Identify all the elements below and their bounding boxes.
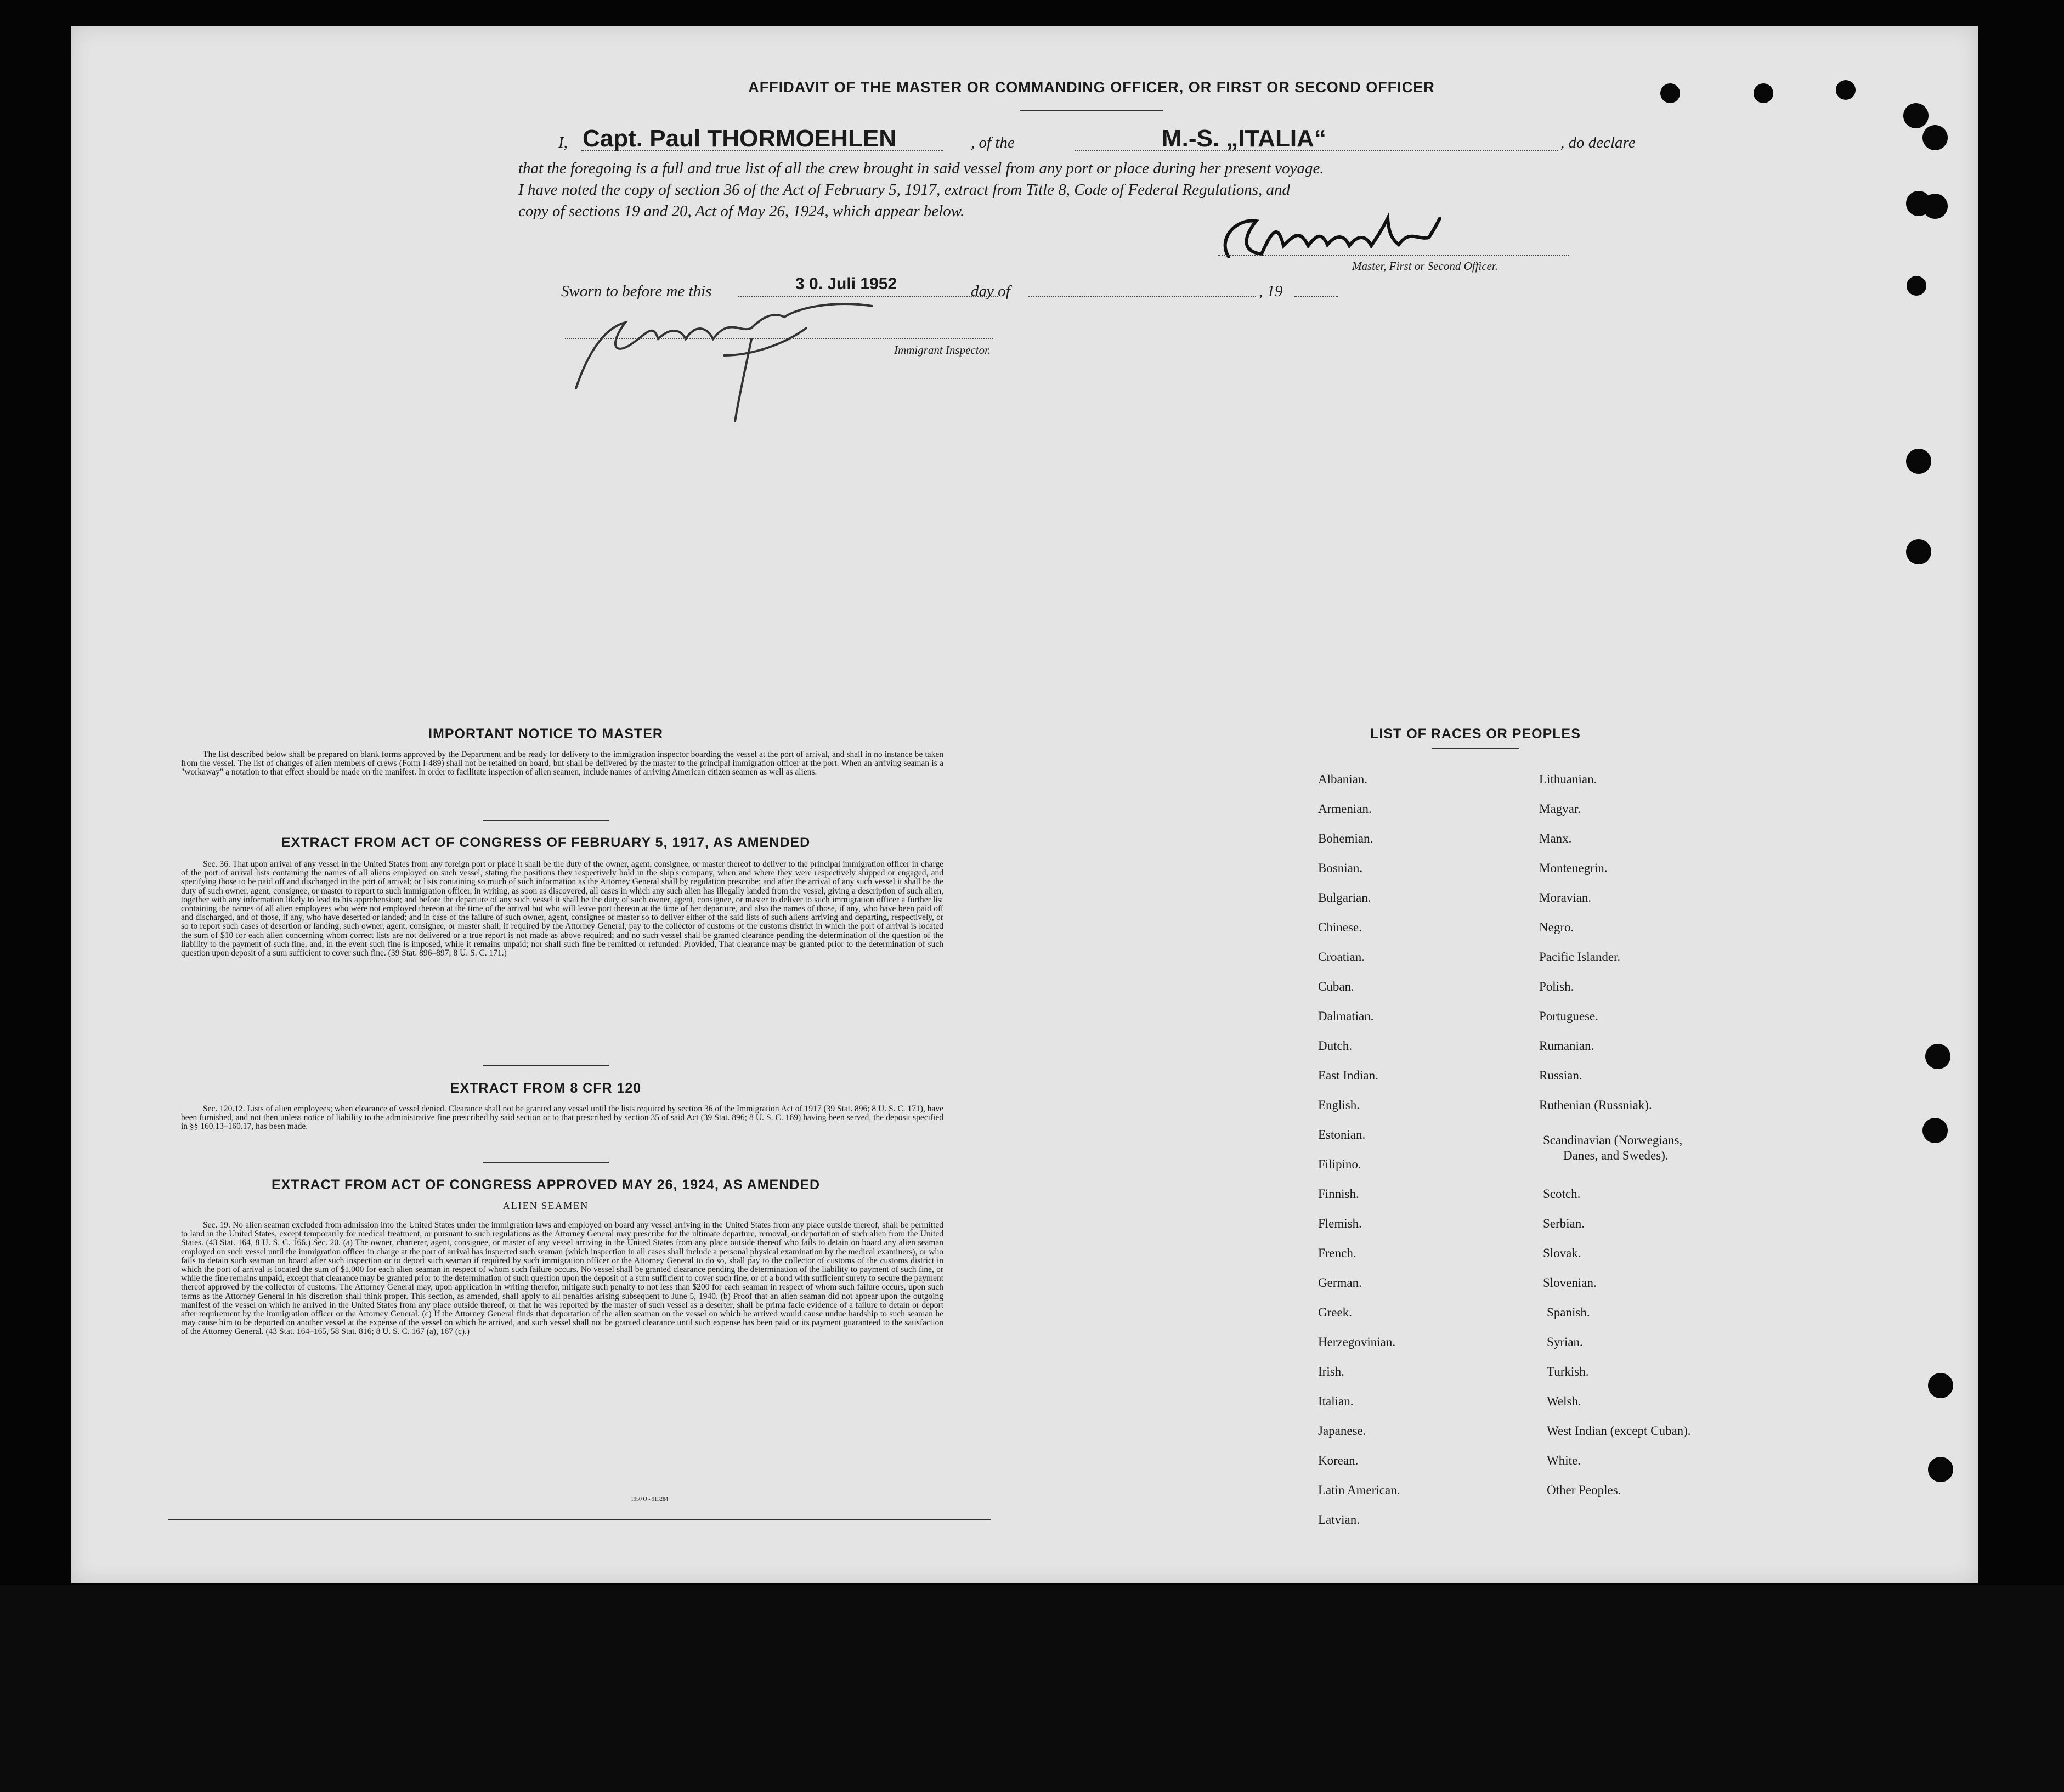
extract-1917-heading: EXTRACT FROM ACT OF CONGRESS OF FEBRUARY 5, 1917, AS AMENDED: [281, 835, 811, 850]
race-item: West Indian (except Cuban).: [1547, 1424, 1691, 1438]
sworn-prefix: Sworn to before me this: [561, 282, 712, 300]
race-item: Latin American.: [1318, 1483, 1400, 1497]
race-item: Spanish.: [1547, 1305, 1590, 1319]
affidavit-line-3: I have noted the copy of section 36 of the Act of February 5, 1917, extract from Title 8, Code of Federal Regulations, and: [518, 181, 1291, 199]
affidavit-title: AFFIDAVIT OF THE MASTER OR COMMANDING OFFICER, OR FIRST OR SECOND OFFICER: [748, 79, 1435, 95]
race-item: Bulgarian.: [1318, 891, 1371, 905]
race-item: Pacific Islander.: [1539, 950, 1621, 964]
master-name: Capt. Paul THORMOEHLEN: [583, 125, 897, 152]
race-item: Korean.: [1318, 1454, 1359, 1467]
race-item: Moravian.: [1539, 891, 1592, 905]
race-item: Lithuanian.: [1539, 772, 1597, 786]
affidavit-page: [71, 26, 1978, 1583]
race-item: Syrian.: [1547, 1335, 1583, 1349]
affidavit-line-4: copy of sections 19 and 20, Act of May 26, 1924, which appear below.: [518, 202, 965, 220]
vessel-name: M.-S. „ITALIA“: [1162, 125, 1326, 152]
do-declare-label: , do declare: [1560, 134, 1636, 151]
races-divider: [1432, 748, 1519, 749]
inspector-signature: [543, 246, 927, 432]
race-item: Chinese.: [1318, 920, 1362, 934]
race-item: Latvian.: [1318, 1513, 1360, 1527]
punch-hole: [1928, 1373, 1953, 1398]
punch-hole: [1754, 83, 1773, 103]
race-item: Estonian.: [1318, 1128, 1366, 1141]
extract-1924-text: Sec. 19. No alien seaman excluded from admission into the United States under the immigration laws and employed on board any vessel arriving in the United States from any place outside thereof, shall be permitted to land in the United States, except temporarily for medical treatment, or pursuant to such regulations as the Attorney General may prescribe for the ultimate departure, removal, or deportation of such alien from the United States. (43 Stat. 164, 8 U. S. C. 166.) Sec. 20. (a) The owner, charterer, agent, consignee, or master of any vessel arriving in the United States from any place outside thereof who fails to detain on board any alien seaman employed on such vessel until the immigration officer in charge at the port of arrival has inspected such seaman (which inspection in all cases shall include a personal physical examination by the medical examiners), or who fails to detain such seaman on board after such inspection or to deport such seaman if required by such immigration officer or the Attorney General to do so, shall pay to the collector of customs of the customs district in which the port of arrival is located the sum of $1,000 for each alien seaman in respect of whom such failure occurs. No vessel shall be granted clearance pending the determination of the liability to payment of such fine, or while the fine remains unpaid, except that clearance may be granted prior to the determination of such question upon the deposit of a sum sufficient to cover such fine, or of a bond with sufficient surety to secure the payment thereof approved by the collector of customs. The Attorney General may, upon application in writing therefor, mitigate such penalty to not less than $200 for each seaman in respect of whom such failure occurs, upon such terms as the Attorney General in his discretion shall think proper. This section, as amended, shall apply to all penalties arising subsequent to June 5, 1940. (b) Proof that an alien seaman did not appear upon the outgoing manifest of the vessel on which he arrived in the United States from any place outside thereof, or that he was reported by the master of such vessel as a deserter, shall be prima facie evidence of a failure to detain or deport after requirement by the immigration officer or the Attorney General. (c) If the Attorney General finds that deportation of the alien seaman on the vessel on which he arrived would cause undue hardship to such seaman he may cause him to be deported on another vessel at the expense of the vessel on which he arrived, and such vessel shall not be granted clearance until such expense has been paid or its payment guaranteed to the satisfaction of the Attorney General. (43 Stat. 164–165, 58 Stat. 816; 8 U. S. C. 167 (a), 167 (c).): [181, 1220, 943, 1337]
day-of-label: day of: [971, 282, 1010, 300]
race-item: Albanian.: [1318, 772, 1368, 786]
month-underline: [1028, 296, 1256, 297]
race-item: Ruthenian (Russniak).: [1539, 1098, 1652, 1112]
race-item: Irish.: [1318, 1365, 1344, 1378]
punch-hole: [1836, 80, 1856, 100]
race-item: Bohemian.: [1318, 832, 1373, 845]
extract-1924-heading: EXTRACT FROM ACT OF CONGRESS APPROVED MAY 26, 1924, AS AMENDED: [271, 1177, 821, 1192]
inspector-signature-line: [565, 338, 993, 339]
race-item: Bosnian.: [1318, 861, 1363, 875]
sworn-date: 3 0. Juli 1952: [795, 275, 897, 293]
race-item: White.: [1547, 1454, 1581, 1467]
affidavit-line-2: that the foregoing is a full and true list of all the crew brought in said vessel from any port or place during her present voyage.: [518, 160, 1324, 177]
extract-cfr-heading: EXTRACT FROM 8 CFR 120: [450, 1081, 642, 1096]
race-item: Other Peoples.: [1547, 1483, 1621, 1497]
scan-border: [0, 1585, 2064, 1792]
alien-seamen-subheading: ALIEN SEAMEN: [502, 1200, 589, 1211]
master-signature-line: [1218, 255, 1569, 256]
race-item: Croatian.: [1318, 950, 1365, 964]
race-item: Montenegrin.: [1539, 861, 1608, 875]
punch-hole: [1925, 1044, 1950, 1069]
race-item: East Indian.: [1318, 1069, 1378, 1082]
race-item: Dutch.: [1318, 1039, 1352, 1053]
year-prefix: , 19: [1259, 282, 1283, 300]
punch-hole: [1922, 125, 1948, 150]
race-item: Japanese.: [1318, 1424, 1366, 1438]
race-item: Serbian.: [1543, 1217, 1585, 1230]
race-item: French.: [1318, 1246, 1356, 1260]
race-item: German.: [1318, 1276, 1362, 1290]
punch-hole: [1903, 103, 1929, 128]
race-item: Finnish.: [1318, 1187, 1359, 1201]
section-divider: [483, 820, 609, 821]
race-item: Dalmatian.: [1318, 1009, 1374, 1023]
race-item: Slovenian.: [1543, 1276, 1597, 1290]
notice-heading: IMPORTANT NOTICE TO MASTER: [428, 726, 663, 742]
name-underline: [581, 150, 943, 151]
title-divider: [1020, 110, 1163, 111]
race-item: Herzegovinian.: [1318, 1335, 1396, 1349]
race-item: Polish.: [1539, 980, 1574, 993]
race-item: Cuban.: [1318, 980, 1354, 993]
race-item: Danes, and Swedes).: [1563, 1149, 1669, 1162]
race-item: Negro.: [1539, 920, 1574, 934]
punch-hole: [1922, 194, 1948, 219]
race-item: Welsh.: [1547, 1394, 1581, 1408]
race-item: Greek.: [1318, 1305, 1352, 1319]
section-divider: [483, 1162, 609, 1163]
race-item: Russian.: [1539, 1069, 1582, 1082]
race-item: Armenian.: [1318, 802, 1372, 816]
races-heading: LIST OF RACES OR PEOPLES: [1370, 726, 1581, 742]
inspector-caption: Immigrant Inspector.: [894, 343, 991, 357]
punch-hole: [1907, 276, 1926, 296]
bottom-rule: [168, 1519, 991, 1520]
vessel-underline: [1075, 150, 1558, 151]
i-prefix: I,: [558, 134, 568, 151]
extract-1917-text: Sec. 36. That upon arrival of any vessel in the United States from any foreign port or place it shall be the duty of the owner, agent, consignee, or master thereof to deliver to the principal immigration officer in charge of the port of arrival lists containing the names of all aliens employed on such vessel, stating the positions they respectively hold in the ship's company, when and where they were respectively shipped or engaged, and specifying those to be paid off and discharged in the port of arrival; or lists containing so much of such information as the Attorney General shall by regulation prescribe; and after the arrival of any such vessel it shall be the duty of such owner, agent, consignee, or master to report to such immigration officer, in writing, as soon as discovered, all cases in which any such alien has illegally landed from the vessel, giving a description of such alien, together with any information likely to lead to his apprehension; and before the departure of any such vessel it shall be the duty of such owner, agent, consignee, or master to deliver to such immigration officer a further list containing the names of all alien employees who were not employed thereon at the time of the arrival but who will leave port thereon at the time of her departure, and also the names of those, if any, who have been paid off and discharged, and of those, if any, who have deserted or landed; and in case of the failure of such owner, agent, consignee or master so to deliver either of the said lists of such aliens arriving and departing, respectively, or so to report such cases of desertion or landing, such owner, agent, consignee, or master shall, if required by the Attorney General, pay to the collector of customs of the customs district in which the port of arrival is located the sum of $10 for each alien concerning whom correct lists are not delivered or a true report is not made as above required; and no such vessel shall be granted clearance pending the determination of the question of the liability to the payment of such fine, and, in the event such fine is imposed, while it remains unpaid; nor shall such fine be remitted or refunded: Provided, That clearance may be granted prior to the determination of such question upon deposit of a sum sufficient to cover such fine. (39 Stat. 896–897; 8 U. S. C. 171.): [181, 860, 943, 958]
race-item: English.: [1318, 1098, 1360, 1112]
of-the-label: , of the: [971, 134, 1015, 151]
master-caption: Master, First or Second Officer.: [1352, 259, 1498, 273]
race-item: Rumanian.: [1539, 1039, 1594, 1053]
punch-hole: [1906, 449, 1931, 474]
punch-hole: [1922, 1118, 1948, 1143]
race-item: Scandinavian (Norwegians,: [1543, 1133, 1683, 1147]
race-item: Magyar.: [1539, 802, 1581, 816]
race-item: Portuguese.: [1539, 1009, 1598, 1023]
punch-hole: [1660, 83, 1680, 103]
race-item: Slovak.: [1543, 1246, 1581, 1260]
race-item: Turkish.: [1547, 1365, 1589, 1378]
notice-text: The list described below shall be prepared on blank forms approved by the Department and be ready for delivery to the immigration inspector boarding the vessel at the port of arrival, and shall in no instance be taken from the vessel. The list of changes of alien members of crews (Form I-489) shall not be retained on board, but shall be delivered by the master to the principal immigration officer at the port. When an arriving seaman is a "workaway" a notation to that effect should be made on the manifest. In order to facilitate inspection of alien seamen, include names of arriving American citizen seamen as well as aliens.: [181, 750, 943, 777]
race-item: Flemish.: [1318, 1217, 1362, 1230]
section-divider: [483, 1065, 609, 1066]
year-underline: [1294, 296, 1338, 297]
print-code: 1950 O - 913284: [631, 1496, 669, 1502]
race-item: Manx.: [1539, 832, 1572, 845]
race-item: Italian.: [1318, 1394, 1354, 1408]
race-item: Scotch.: [1543, 1187, 1581, 1201]
race-item: Filipino.: [1318, 1157, 1361, 1171]
punch-hole: [1906, 539, 1931, 564]
extract-cfr-text: Sec. 120.12. Lists of alien employees; when clearance of vessel denied. Clearance shall not be granted any vessel until the lists required by section 36 of the Immigration Act of 1917 (39 Stat. 896; 8 U. S. C. 171), have been furnished, and not then unless notice of liability to the administrative fine prescribed by said section or to that prescribed by section 35 of said Act (39 Stat. 896; 8 U. S. C. 169) having been served, the deposit specified in §§ 160.13–160.17, has been made.: [181, 1104, 943, 1132]
punch-hole: [1928, 1457, 1953, 1482]
